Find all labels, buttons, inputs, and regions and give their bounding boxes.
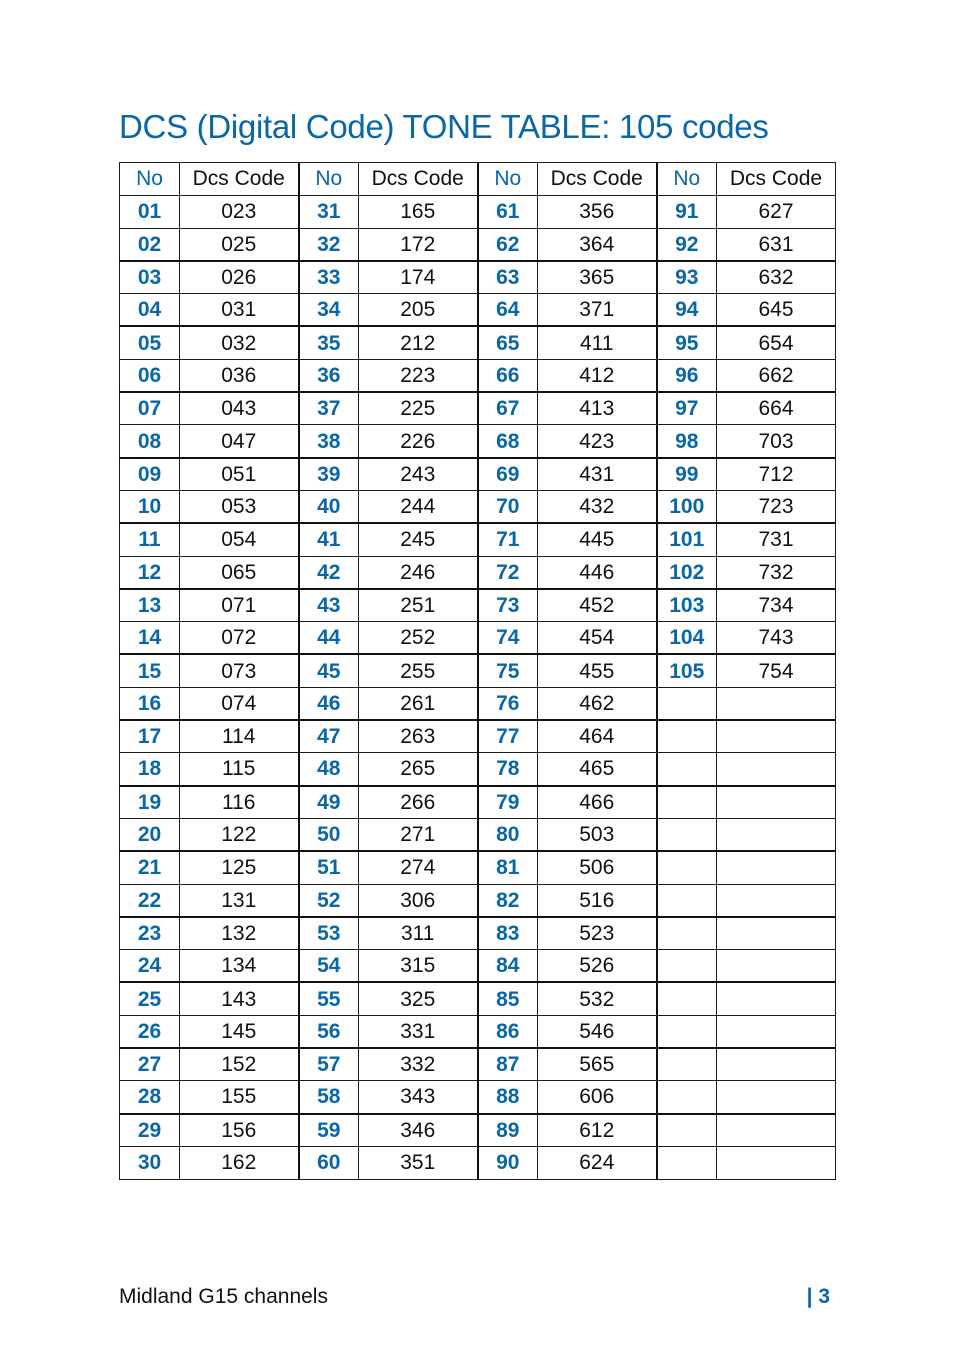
channel-number-cell: 68 — [478, 425, 538, 458]
channel-number-cell: 46 — [299, 687, 359, 720]
dcs-code-cell: 465 — [538, 753, 657, 786]
dcs-code-cell: 243 — [359, 458, 478, 491]
channel-number-cell: 31 — [299, 195, 359, 228]
channel-number-cell: 74 — [478, 622, 538, 655]
channel-number-cell: 61 — [478, 195, 538, 228]
channel-number-cell: 43 — [299, 589, 359, 622]
column-header-no: No — [120, 163, 180, 196]
dcs-code-cell: 032 — [180, 326, 299, 359]
dcs-code-cell: 114 — [180, 720, 299, 753]
dcs-code-cell: 054 — [180, 523, 299, 556]
table-row — [120, 950, 836, 983]
column-header-no: No — [299, 163, 359, 196]
dcs-code-cell: 371 — [538, 294, 657, 327]
channel-number-cell — [657, 786, 717, 819]
dcs-code-cell: 156 — [180, 1114, 299, 1147]
channel-number-cell: 77 — [478, 720, 538, 753]
dcs-code-cell: 023 — [180, 195, 299, 228]
dcs-code-cell: 266 — [359, 786, 478, 819]
channel-number-cell: 89 — [478, 1114, 538, 1147]
dcs-code-cell: 624 — [538, 1146, 657, 1179]
dcs-code-cell: 255 — [359, 654, 478, 687]
table-row — [120, 359, 836, 392]
table-row — [120, 490, 836, 523]
dcs-code-cell — [717, 884, 836, 917]
dcs-code-cell: 712 — [717, 458, 836, 491]
channel-number-cell: 13 — [120, 589, 180, 622]
channel-number-cell: 12 — [120, 556, 180, 589]
channel-number-cell: 06 — [120, 359, 180, 392]
footer-title: Midland G15 channels — [119, 1285, 328, 1308]
dcs-code-cell: 662 — [717, 359, 836, 392]
table-row — [120, 982, 836, 1015]
channel-number-cell: 105 — [657, 654, 717, 687]
dcs-code-cell: 072 — [180, 622, 299, 655]
dcs-code-cell — [717, 917, 836, 950]
dcs-code-cell: 464 — [538, 720, 657, 753]
channel-number-cell: 93 — [657, 261, 717, 294]
dcs-code-cell: 174 — [359, 261, 478, 294]
channel-number-cell: 05 — [120, 326, 180, 359]
channel-number-cell: 08 — [120, 425, 180, 458]
table-row — [120, 917, 836, 950]
channel-number-cell: 20 — [120, 818, 180, 851]
table-row — [120, 589, 836, 622]
channel-number-cell: 71 — [478, 523, 538, 556]
channel-number-cell: 17 — [120, 720, 180, 753]
channel-number-cell — [657, 982, 717, 1015]
channel-number-cell: 104 — [657, 622, 717, 655]
channel-number-cell: 10 — [120, 490, 180, 523]
channel-number-cell: 35 — [299, 326, 359, 359]
channel-number-cell: 47 — [299, 720, 359, 753]
dcs-code-cell — [717, 818, 836, 851]
channel-number-cell: 24 — [120, 950, 180, 983]
page-number: | 3 — [806, 1285, 830, 1308]
dcs-code-cell: 225 — [359, 392, 478, 425]
channel-number-cell: 53 — [299, 917, 359, 950]
channel-number-cell: 49 — [299, 786, 359, 819]
channel-number-cell: 88 — [478, 1081, 538, 1114]
channel-number-cell: 52 — [299, 884, 359, 917]
channel-number-cell: 67 — [478, 392, 538, 425]
dcs-code-cell: 503 — [538, 818, 657, 851]
table-row — [120, 1081, 836, 1114]
table-row — [120, 786, 836, 819]
table-row — [120, 753, 836, 786]
dcs-code-cell: 446 — [538, 556, 657, 589]
channel-number-cell: 30 — [120, 1146, 180, 1179]
dcs-code-cell: 071 — [180, 589, 299, 622]
dcs-code-cell: 356 — [538, 195, 657, 228]
dcs-code-cell: 152 — [180, 1048, 299, 1081]
table-row — [120, 687, 836, 720]
dcs-code-cell: 274 — [359, 851, 478, 884]
dcs-code-cell — [717, 1048, 836, 1081]
dcs-code-cell: 546 — [538, 1015, 657, 1048]
dcs-code-cell: 311 — [359, 917, 478, 950]
table-body — [120, 195, 836, 1179]
channel-number-cell: 41 — [299, 523, 359, 556]
dcs-code-cell: 306 — [359, 884, 478, 917]
dcs-code-cell: 252 — [359, 622, 478, 655]
channel-number-cell: 78 — [478, 753, 538, 786]
table-row — [120, 392, 836, 425]
channel-number-cell: 14 — [120, 622, 180, 655]
channel-number-cell: 07 — [120, 392, 180, 425]
channel-number-cell: 03 — [120, 261, 180, 294]
dcs-code-cell: 565 — [538, 1048, 657, 1081]
dcs-code-cell: 143 — [180, 982, 299, 1015]
dcs-code-cell: 251 — [359, 589, 478, 622]
channel-number-cell: 29 — [120, 1114, 180, 1147]
dcs-code-cell: 263 — [359, 720, 478, 753]
dcs-code-cell: 155 — [180, 1081, 299, 1114]
dcs-code-cell: 411 — [538, 326, 657, 359]
dcs-code-cell: 025 — [180, 228, 299, 261]
column-header-no: No — [657, 163, 717, 196]
channel-number-cell: 94 — [657, 294, 717, 327]
dcs-code-cell — [717, 753, 836, 786]
table-header-row — [120, 163, 836, 196]
channel-number-cell: 92 — [657, 228, 717, 261]
dcs-code-cell: 466 — [538, 786, 657, 819]
channel-number-cell: 15 — [120, 654, 180, 687]
channel-number-cell: 45 — [299, 654, 359, 687]
channel-number-cell: 66 — [478, 359, 538, 392]
dcs-code-cell: 432 — [538, 490, 657, 523]
channel-number-cell: 27 — [120, 1048, 180, 1081]
channel-number-cell — [657, 1048, 717, 1081]
dcs-code-cell: 244 — [359, 490, 478, 523]
dcs-code-cell: 462 — [538, 687, 657, 720]
dcs-code-cell: 631 — [717, 228, 836, 261]
channel-number-cell: 18 — [120, 753, 180, 786]
channel-number-cell: 48 — [299, 753, 359, 786]
dcs-code-cell — [717, 687, 836, 720]
channel-number-cell: 57 — [299, 1048, 359, 1081]
channel-number-cell: 81 — [478, 851, 538, 884]
channel-number-cell — [657, 720, 717, 753]
channel-number-cell: 91 — [657, 195, 717, 228]
dcs-code-cell: 455 — [538, 654, 657, 687]
channel-number-cell — [657, 917, 717, 950]
dcs-code-cell — [717, 1114, 836, 1147]
page-title: DCS (Digital Code) TONE TABLE: 105 codes — [119, 108, 769, 146]
dcs-code-cell: 051 — [180, 458, 299, 491]
channel-number-cell: 76 — [478, 687, 538, 720]
table-row — [120, 261, 836, 294]
column-header-dcs-code: Dcs Code — [538, 163, 657, 196]
dcs-code-cell: 743 — [717, 622, 836, 655]
channel-number-cell: 11 — [120, 523, 180, 556]
channel-number-cell: 19 — [120, 786, 180, 819]
dcs-code-cell: 454 — [538, 622, 657, 655]
dcs-code-cell: 627 — [717, 195, 836, 228]
dcs-code-cell: 412 — [538, 359, 657, 392]
dcs-code-cell: 036 — [180, 359, 299, 392]
channel-number-cell: 54 — [299, 950, 359, 983]
dcs-code-cell: 125 — [180, 851, 299, 884]
dcs-code-cell: 026 — [180, 261, 299, 294]
channel-number-cell: 102 — [657, 556, 717, 589]
dcs-code-cell: 351 — [359, 1146, 478, 1179]
column-header-dcs-code: Dcs Code — [359, 163, 478, 196]
channel-number-cell: 56 — [299, 1015, 359, 1048]
dcs-tone-table — [119, 162, 836, 1180]
table-row — [120, 228, 836, 261]
dcs-code-cell: 365 — [538, 261, 657, 294]
channel-number-cell: 28 — [120, 1081, 180, 1114]
channel-number-cell: 60 — [299, 1146, 359, 1179]
dcs-code-cell: 645 — [717, 294, 836, 327]
channel-number-cell: 23 — [120, 917, 180, 950]
channel-number-cell — [657, 687, 717, 720]
channel-number-cell: 02 — [120, 228, 180, 261]
channel-number-cell: 63 — [478, 261, 538, 294]
dcs-code-cell: 654 — [717, 326, 836, 359]
channel-number-cell: 72 — [478, 556, 538, 589]
channel-number-cell: 65 — [478, 326, 538, 359]
dcs-code-cell: 431 — [538, 458, 657, 491]
dcs-code-cell: 703 — [717, 425, 836, 458]
dcs-code-cell: 246 — [359, 556, 478, 589]
dcs-code-cell: 145 — [180, 1015, 299, 1048]
dcs-code-cell: 364 — [538, 228, 657, 261]
channel-number-cell — [657, 1015, 717, 1048]
channel-number-cell: 97 — [657, 392, 717, 425]
dcs-code-cell: 445 — [538, 523, 657, 556]
channel-number-cell: 87 — [478, 1048, 538, 1081]
dcs-code-cell: 245 — [359, 523, 478, 556]
channel-number-cell: 37 — [299, 392, 359, 425]
dcs-code-cell: 632 — [717, 261, 836, 294]
channel-number-cell: 79 — [478, 786, 538, 819]
channel-number-cell: 98 — [657, 425, 717, 458]
dcs-code-cell: 053 — [180, 490, 299, 523]
channel-number-cell: 103 — [657, 589, 717, 622]
channel-number-cell: 32 — [299, 228, 359, 261]
channel-number-cell: 01 — [120, 195, 180, 228]
dcs-code-cell: 346 — [359, 1114, 478, 1147]
dcs-code-cell: 754 — [717, 654, 836, 687]
channel-number-cell: 38 — [299, 425, 359, 458]
channel-number-cell: 73 — [478, 589, 538, 622]
dcs-code-cell: 452 — [538, 589, 657, 622]
channel-number-cell: 26 — [120, 1015, 180, 1048]
channel-number-cell: 86 — [478, 1015, 538, 1048]
dcs-code-cell: 115 — [180, 753, 299, 786]
table-row — [120, 1015, 836, 1048]
channel-number-cell — [657, 1081, 717, 1114]
channel-number-cell: 33 — [299, 261, 359, 294]
dcs-code-cell: 172 — [359, 228, 478, 261]
channel-number-cell — [657, 1146, 717, 1179]
column-header-dcs-code: Dcs Code — [180, 163, 299, 196]
table-row — [120, 654, 836, 687]
channel-number-cell: 34 — [299, 294, 359, 327]
dcs-code-cell: 116 — [180, 786, 299, 819]
table-row — [120, 556, 836, 589]
channel-number-cell: 25 — [120, 982, 180, 1015]
dcs-code-cell: 732 — [717, 556, 836, 589]
dcs-code-cell: 606 — [538, 1081, 657, 1114]
column-header-no: No — [478, 163, 538, 196]
dcs-code-cell: 612 — [538, 1114, 657, 1147]
channel-number-cell: 39 — [299, 458, 359, 491]
dcs-code-cell: 325 — [359, 982, 478, 1015]
dcs-code-cell: 523 — [538, 917, 657, 950]
dcs-code-cell: 223 — [359, 359, 478, 392]
dcs-code-cell: 526 — [538, 950, 657, 983]
channel-number-cell: 42 — [299, 556, 359, 589]
dcs-code-cell — [717, 1081, 836, 1114]
channel-number-cell: 44 — [299, 622, 359, 655]
table-row — [120, 1146, 836, 1179]
channel-number-cell: 22 — [120, 884, 180, 917]
dcs-code-cell: 723 — [717, 490, 836, 523]
dcs-code-cell: 516 — [538, 884, 657, 917]
channel-number-cell: 51 — [299, 851, 359, 884]
dcs-code-cell: 506 — [538, 851, 657, 884]
dcs-code-cell — [717, 786, 836, 819]
dcs-code-cell — [717, 982, 836, 1015]
dcs-code-cell: 734 — [717, 589, 836, 622]
dcs-code-cell: 205 — [359, 294, 478, 327]
channel-number-cell: 100 — [657, 490, 717, 523]
table-row — [120, 851, 836, 884]
channel-number-cell: 59 — [299, 1114, 359, 1147]
dcs-code-cell: 271 — [359, 818, 478, 851]
table-row — [120, 622, 836, 655]
dcs-code-cell: 664 — [717, 392, 836, 425]
dcs-code-cell: 162 — [180, 1146, 299, 1179]
dcs-code-cell: 131 — [180, 884, 299, 917]
dcs-code-cell: 413 — [538, 392, 657, 425]
channel-number-cell: 70 — [478, 490, 538, 523]
dcs-code-cell: 073 — [180, 654, 299, 687]
channel-number-cell: 62 — [478, 228, 538, 261]
table-row — [120, 195, 836, 228]
channel-number-cell: 50 — [299, 818, 359, 851]
channel-number-cell: 09 — [120, 458, 180, 491]
channel-number-cell: 64 — [478, 294, 538, 327]
dcs-code-cell: 332 — [359, 1048, 478, 1081]
table-row — [120, 523, 836, 556]
table-row — [120, 458, 836, 491]
channel-number-cell: 96 — [657, 359, 717, 392]
channel-number-cell: 55 — [299, 982, 359, 1015]
dcs-code-cell: 212 — [359, 326, 478, 359]
channel-number-cell: 85 — [478, 982, 538, 1015]
dcs-code-cell — [717, 1146, 836, 1179]
dcs-code-cell: 134 — [180, 950, 299, 983]
dcs-code-cell: 043 — [180, 392, 299, 425]
channel-number-cell: 101 — [657, 523, 717, 556]
dcs-code-cell: 423 — [538, 425, 657, 458]
channel-number-cell: 95 — [657, 326, 717, 359]
table-row — [120, 720, 836, 753]
dcs-code-cell: 261 — [359, 687, 478, 720]
dcs-code-cell — [717, 851, 836, 884]
dcs-code-cell: 165 — [359, 195, 478, 228]
table-row — [120, 818, 836, 851]
channel-number-cell: 36 — [299, 359, 359, 392]
dcs-code-cell: 315 — [359, 950, 478, 983]
dcs-code-cell: 532 — [538, 982, 657, 1015]
channel-number-cell: 82 — [478, 884, 538, 917]
channel-number-cell: 69 — [478, 458, 538, 491]
table-row — [120, 884, 836, 917]
channel-number-cell: 90 — [478, 1146, 538, 1179]
channel-number-cell: 84 — [478, 950, 538, 983]
dcs-code-cell — [717, 950, 836, 983]
channel-number-cell: 83 — [478, 917, 538, 950]
dcs-code-cell: 122 — [180, 818, 299, 851]
dcs-code-cell: 074 — [180, 687, 299, 720]
table-row — [120, 1114, 836, 1147]
channel-number-cell — [657, 753, 717, 786]
channel-number-cell — [657, 884, 717, 917]
channel-number-cell: 75 — [478, 654, 538, 687]
channel-number-cell: 99 — [657, 458, 717, 491]
dcs-code-cell: 031 — [180, 294, 299, 327]
channel-number-cell: 40 — [299, 490, 359, 523]
channel-number-cell: 58 — [299, 1081, 359, 1114]
dcs-code-cell: 065 — [180, 556, 299, 589]
channel-number-cell: 04 — [120, 294, 180, 327]
table-row — [120, 425, 836, 458]
channel-number-cell: 21 — [120, 851, 180, 884]
dcs-code-cell: 047 — [180, 425, 299, 458]
dcs-code-cell: 331 — [359, 1015, 478, 1048]
channel-number-cell — [657, 950, 717, 983]
dcs-code-cell: 132 — [180, 917, 299, 950]
channel-number-cell: 80 — [478, 818, 538, 851]
dcs-code-cell — [717, 720, 836, 753]
table-row — [120, 326, 836, 359]
table-row — [120, 294, 836, 327]
channel-number-cell — [657, 1114, 717, 1147]
channel-number-cell — [657, 851, 717, 884]
channel-number-cell: 16 — [120, 687, 180, 720]
dcs-code-cell: 731 — [717, 523, 836, 556]
channel-number-cell — [657, 818, 717, 851]
dcs-code-cell: 265 — [359, 753, 478, 786]
dcs-code-cell: 226 — [359, 425, 478, 458]
column-header-dcs-code: Dcs Code — [717, 163, 836, 196]
dcs-code-cell — [717, 1015, 836, 1048]
table-row — [120, 1048, 836, 1081]
dcs-code-cell: 343 — [359, 1081, 478, 1114]
